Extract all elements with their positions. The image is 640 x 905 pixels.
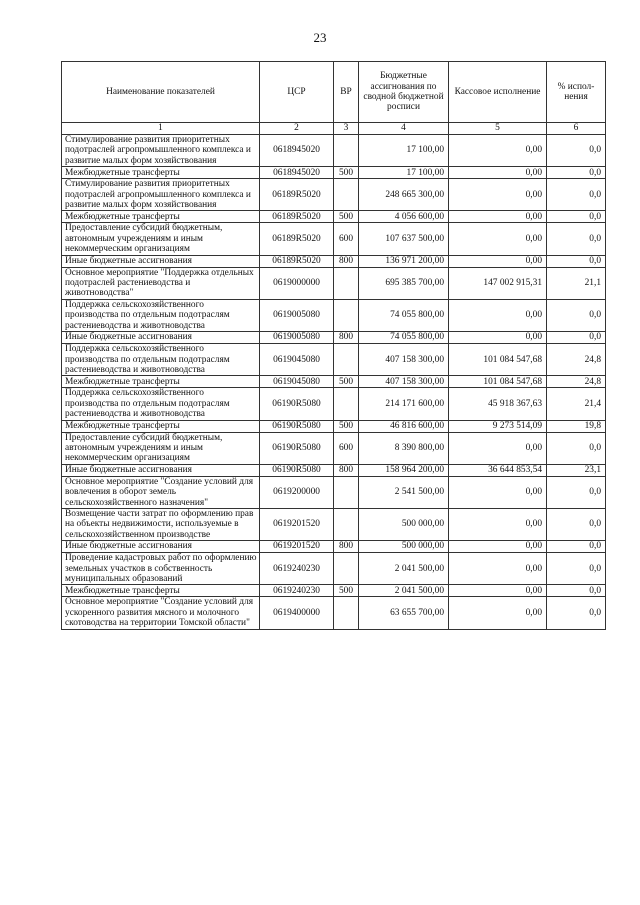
column-number: 4 bbox=[359, 123, 449, 135]
cell-cash: 0,00 bbox=[449, 332, 547, 344]
cell-vr: 500 bbox=[334, 211, 359, 223]
cell-cash: 0,00 bbox=[449, 223, 547, 255]
page-number: 23 bbox=[313, 30, 327, 45]
cell-percent: 0,0 bbox=[547, 476, 606, 508]
cell-budget: 214 171 600,00 bbox=[359, 388, 449, 420]
cell-percent: 0,0 bbox=[547, 179, 606, 211]
cell-name: Возмещение части затрат по оформлению прав на объекты недвижимости, используемые в сельскохозяйственном производстве bbox=[62, 508, 260, 540]
cell-vr: 800 bbox=[334, 541, 359, 553]
cell-vr bbox=[334, 388, 359, 420]
cell-cash: 0,00 bbox=[449, 508, 547, 540]
cell-percent: 24,8 bbox=[547, 344, 606, 376]
cell-cash: 0,00 bbox=[449, 167, 547, 179]
table-row bbox=[62, 541, 606, 553]
cell-vr: 800 bbox=[334, 464, 359, 476]
cell-vr: 500 bbox=[334, 167, 359, 179]
cell-percent: 0,0 bbox=[547, 332, 606, 344]
table-row bbox=[62, 464, 606, 476]
cell-csr: 0619240230 bbox=[260, 553, 334, 585]
table-row bbox=[62, 388, 606, 420]
cell-vr: 500 bbox=[334, 585, 359, 597]
cell-csr: 0619045080 bbox=[260, 344, 334, 376]
header-budget: Бюджетные ассигнования по сводной бюджетной росписи bbox=[359, 62, 449, 123]
header-percent: % испол-нения bbox=[547, 62, 606, 123]
cell-csr: 06190R5080 bbox=[260, 420, 334, 432]
cell-name: Иные бюджетные ассигнования bbox=[62, 541, 260, 553]
cell-csr: 0618945020 bbox=[260, 167, 334, 179]
cell-budget: 500 000,00 bbox=[359, 508, 449, 540]
table-row bbox=[62, 344, 606, 376]
cell-budget: 407 158 300,00 bbox=[359, 376, 449, 388]
cell-name: Предоставление субсидий бюджетным, автономным учреждениям и иным некоммерческим организациям bbox=[62, 223, 260, 255]
cell-percent: 0,0 bbox=[547, 211, 606, 223]
cell-cash: 9 273 514,09 bbox=[449, 420, 547, 432]
cell-cash: 0,00 bbox=[449, 135, 547, 167]
cell-csr: 0619201520 bbox=[260, 508, 334, 540]
table-row bbox=[62, 553, 606, 585]
cell-csr: 0619005080 bbox=[260, 299, 334, 331]
cell-csr: 0619000000 bbox=[260, 267, 334, 299]
cell-percent: 0,0 bbox=[547, 541, 606, 553]
cell-name: Поддержка сельскохозяйственного производства по отдельным подотраслям растениеводства и животноводства bbox=[62, 299, 260, 331]
cell-csr: 0619400000 bbox=[260, 597, 334, 629]
cell-csr: 06189R5020 bbox=[260, 179, 334, 211]
cell-percent: 19,8 bbox=[547, 420, 606, 432]
table-row bbox=[62, 179, 606, 211]
cell-budget: 2 041 500,00 bbox=[359, 585, 449, 597]
cell-budget: 107 637 500,00 bbox=[359, 223, 449, 255]
table-row bbox=[62, 476, 606, 508]
cell-vr bbox=[334, 553, 359, 585]
cell-budget: 2 541 500,00 bbox=[359, 476, 449, 508]
cell-percent: 0,0 bbox=[547, 135, 606, 167]
cell-name: Предоставление субсидий бюджетным, автономным учреждениям и иным некоммерческим организациям bbox=[62, 432, 260, 464]
cell-vr bbox=[334, 476, 359, 508]
column-number: 6 bbox=[547, 123, 606, 135]
cell-vr bbox=[334, 179, 359, 211]
cell-percent: 0,0 bbox=[547, 508, 606, 540]
header-csr: ЦСР bbox=[260, 62, 334, 123]
cell-name: Межбюджетные трансферты bbox=[62, 167, 260, 179]
cell-vr bbox=[334, 344, 359, 376]
table-row bbox=[62, 585, 606, 597]
cell-cash: 0,00 bbox=[449, 255, 547, 267]
column-number: 1 bbox=[62, 123, 260, 135]
cell-cash: 147 002 915,31 bbox=[449, 267, 547, 299]
table-row bbox=[62, 267, 606, 299]
cell-cash: 45 918 367,63 bbox=[449, 388, 547, 420]
cell-name: Межбюджетные трансферты bbox=[62, 376, 260, 388]
column-number: 5 bbox=[449, 123, 547, 135]
header-cash: Кассовое исполнение bbox=[449, 62, 547, 123]
table-row bbox=[62, 135, 606, 167]
cell-name: Межбюджетные трансферты bbox=[62, 585, 260, 597]
cell-budget: 8 390 800,00 bbox=[359, 432, 449, 464]
cell-budget: 695 385 700,00 bbox=[359, 267, 449, 299]
cell-name: Основное мероприятие "Создание условий для вовлечения в оборот земель сельскохозяйственного назначения" bbox=[62, 476, 260, 508]
table-row bbox=[62, 420, 606, 432]
cell-vr bbox=[334, 267, 359, 299]
cell-vr: 600 bbox=[334, 223, 359, 255]
cell-vr: 800 bbox=[334, 332, 359, 344]
table-row bbox=[62, 299, 606, 331]
table-row bbox=[62, 597, 606, 629]
cell-cash: 0,00 bbox=[449, 432, 547, 464]
cell-name: Поддержка сельскохозяйственного производства по отдельным подотраслям растениеводства и животноводства bbox=[62, 388, 260, 420]
cell-budget: 2 041 500,00 bbox=[359, 553, 449, 585]
cell-budget: 4 056 600,00 bbox=[359, 211, 449, 223]
cell-vr: 500 bbox=[334, 420, 359, 432]
cell-name: Межбюджетные трансферты bbox=[62, 211, 260, 223]
cell-cash: 0,00 bbox=[449, 541, 547, 553]
cell-vr bbox=[334, 135, 359, 167]
table-row bbox=[62, 376, 606, 388]
cell-csr: 06190R5080 bbox=[260, 432, 334, 464]
cell-budget: 500 000,00 bbox=[359, 541, 449, 553]
cell-vr bbox=[334, 597, 359, 629]
cell-budget: 136 971 200,00 bbox=[359, 255, 449, 267]
table-row bbox=[62, 211, 606, 223]
cell-csr: 0619045080 bbox=[260, 376, 334, 388]
cell-csr: 06189R5020 bbox=[260, 211, 334, 223]
cell-name: Проведение кадастровых работ по оформлению земельных участков в собственность муниципальных образований bbox=[62, 553, 260, 585]
cell-percent: 0,0 bbox=[547, 223, 606, 255]
cell-vr: 500 bbox=[334, 376, 359, 388]
cell-percent: 21,1 bbox=[547, 267, 606, 299]
cell-name: Иные бюджетные ассигнования bbox=[62, 255, 260, 267]
cell-percent: 23,1 bbox=[547, 464, 606, 476]
cell-percent: 0,0 bbox=[547, 167, 606, 179]
cell-csr: 06189R5020 bbox=[260, 255, 334, 267]
cell-vr bbox=[334, 299, 359, 331]
cell-name: Стимулирование развития приоритетных подотраслей агропромышленного комплекса и развитие малых форм хозяйствования bbox=[62, 135, 260, 167]
table-row bbox=[62, 508, 606, 540]
cell-percent: 0,0 bbox=[547, 553, 606, 585]
cell-name: Иные бюджетные ассигнования bbox=[62, 464, 260, 476]
cell-csr: 0619200000 bbox=[260, 476, 334, 508]
cell-percent: 0,0 bbox=[547, 585, 606, 597]
cell-cash: 101 084 547,68 bbox=[449, 376, 547, 388]
table-row bbox=[62, 432, 606, 464]
cell-cash: 0,00 bbox=[449, 476, 547, 508]
table-header-row bbox=[62, 62, 606, 123]
cell-budget: 74 055 800,00 bbox=[359, 299, 449, 331]
cell-cash: 0,00 bbox=[449, 553, 547, 585]
cell-csr: 0619240230 bbox=[260, 585, 334, 597]
cell-csr: 06190R5080 bbox=[260, 388, 334, 420]
cell-cash: 0,00 bbox=[449, 585, 547, 597]
cell-percent: 21,4 bbox=[547, 388, 606, 420]
cell-csr: 06190R5080 bbox=[260, 464, 334, 476]
cell-budget: 158 964 200,00 bbox=[359, 464, 449, 476]
cell-name: Основное мероприятие "Создание условий для ускоренного развития мясного и молочного скотоводства на территории Томской области" bbox=[62, 597, 260, 629]
cell-budget: 17 100,00 bbox=[359, 135, 449, 167]
cell-percent: 0,0 bbox=[547, 432, 606, 464]
cell-name: Поддержка сельскохозяйственного производства по отдельным подотраслям растениеводства и животноводства bbox=[62, 344, 260, 376]
column-number-row bbox=[62, 123, 606, 135]
cell-percent: 0,0 bbox=[547, 597, 606, 629]
table-row bbox=[62, 167, 606, 179]
cell-name: Стимулирование развития приоритетных подотраслей агропромышленного комплекса и развитие малых форм хозяйствования bbox=[62, 179, 260, 211]
cell-cash: 36 644 853,54 bbox=[449, 464, 547, 476]
cell-cash: 0,00 bbox=[449, 211, 547, 223]
cell-csr: 06189R5020 bbox=[260, 223, 334, 255]
table-row bbox=[62, 332, 606, 344]
cell-cash: 0,00 bbox=[449, 179, 547, 211]
cell-percent: 24,8 bbox=[547, 376, 606, 388]
cell-percent: 0,0 bbox=[547, 255, 606, 267]
cell-budget: 407 158 300,00 bbox=[359, 344, 449, 376]
cell-csr: 0618945020 bbox=[260, 135, 334, 167]
table-row bbox=[62, 255, 606, 267]
header-name: Наименование показателей bbox=[62, 62, 260, 123]
cell-vr: 600 bbox=[334, 432, 359, 464]
cell-vr bbox=[334, 508, 359, 540]
cell-budget: 248 665 300,00 bbox=[359, 179, 449, 211]
column-number: 2 bbox=[260, 123, 334, 135]
cell-csr: 0619005080 bbox=[260, 332, 334, 344]
cell-budget: 17 100,00 bbox=[359, 167, 449, 179]
cell-budget: 63 655 700,00 bbox=[359, 597, 449, 629]
table-row bbox=[62, 223, 606, 255]
header-vr: ВР bbox=[334, 62, 359, 123]
cell-csr: 0619201520 bbox=[260, 541, 334, 553]
budget-execution-table bbox=[61, 61, 606, 630]
cell-name: Иные бюджетные ассигнования bbox=[62, 332, 260, 344]
cell-cash: 0,00 bbox=[449, 299, 547, 331]
cell-percent: 0,0 bbox=[547, 299, 606, 331]
cell-cash: 101 084 547,68 bbox=[449, 344, 547, 376]
column-number: 3 bbox=[334, 123, 359, 135]
cell-name: Межбюджетные трансферты bbox=[62, 420, 260, 432]
cell-vr: 800 bbox=[334, 255, 359, 267]
cell-budget: 46 816 600,00 bbox=[359, 420, 449, 432]
cell-name: Основное мероприятие "Поддержка отдельных подотраслей растениеводства и животноводства" bbox=[62, 267, 260, 299]
cell-cash: 0,00 bbox=[449, 597, 547, 629]
cell-budget: 74 055 800,00 bbox=[359, 332, 449, 344]
